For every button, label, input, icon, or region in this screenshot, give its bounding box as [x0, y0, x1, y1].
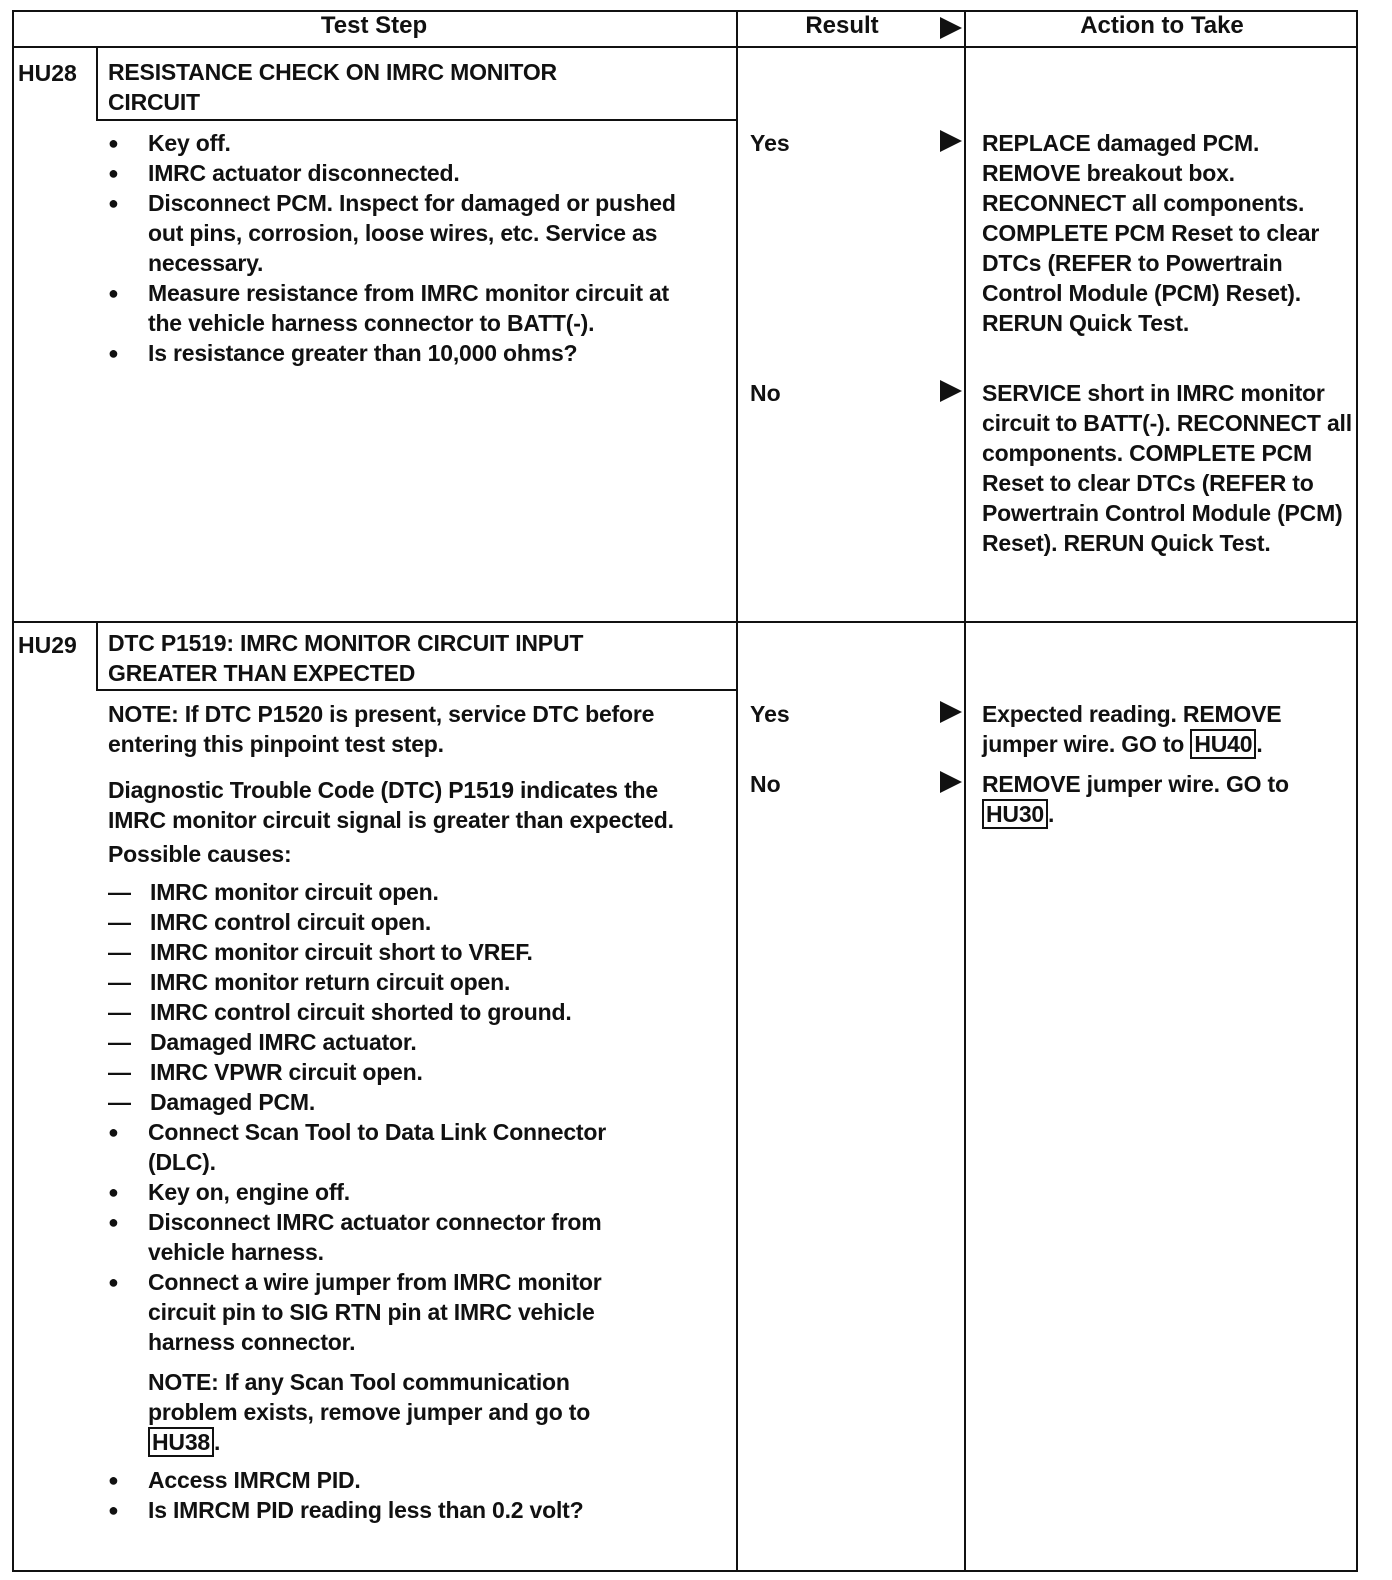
- list-item-question: ● Is IMRCM PID reading less than 0.2 volt?: [108, 1495, 708, 1525]
- step-title-hu28: RESISTANCE CHECK ON IMRC MONITOR CIRCUIT: [108, 59, 557, 115]
- list-item-question: ● Is resistance greater than 10,000 ohms?: [108, 338, 708, 368]
- hu28-result-yes: Yes: [750, 130, 790, 156]
- result-arrow-icon: [940, 130, 962, 152]
- hu28-action-yes: REPLACE damaged PCM. REMOVE breakout box. RECONNECT all components. COMPLETE PCM Reset to clear DTCs (REFER to Powertrain Control Module (PCM) Reset). RERUN Quick Test.: [982, 130, 1320, 336]
- header-test-step: Test Step: [320, 12, 428, 39]
- hu29-note: NOTE: If DTC P1520 is present, service DTC before entering this pinpoint test step.: [108, 701, 655, 757]
- result-arrow-icon: [940, 380, 962, 402]
- result-arrow-icon: [940, 701, 962, 723]
- hu29-causes-list: [108, 877, 708, 1117]
- hu28-body: [108, 128, 708, 368]
- header-arrow-icon: [940, 17, 962, 39]
- link-hu38[interactable]: HU38: [148, 1427, 214, 1457]
- hu29-description: Diagnostic Trouble Code (DTC) P1519 indicates the IMRC monitor circuit signal is greater than expected.: [108, 777, 674, 833]
- hu29-body: [108, 699, 708, 1525]
- hu29-bullet-list-a: [108, 1117, 648, 1357]
- header-action: Action to Take: [1080, 12, 1244, 39]
- step-id-hu28: HU28: [18, 60, 77, 86]
- step-title-hu29: DTC P1519: IMRC MONITOR CIRCUIT INPUT GREATER THAN EXPECTED: [108, 630, 584, 686]
- hu28-action-no: SERVICE short in IMRC monitor circuit to BATT(-). RECONNECT all components. COMPLETE PCM Reset to clear DTCs (REFER to Powertrain Control Module (PCM) Reset). RERUN Quick Test.: [982, 380, 1352, 556]
- list-item: — IMRC monitor circuit short to VREF.: [108, 937, 708, 967]
- list-item: — IMRC monitor circuit open.: [108, 877, 708, 907]
- hu29-result-yes: Yes: [750, 701, 790, 727]
- list-item: — Damaged PCM.: [108, 1087, 708, 1117]
- list-item: ● Disconnect IMRC actuator connector from vehicle harness.: [108, 1207, 648, 1267]
- hu28-result-no: No: [750, 380, 781, 406]
- hu28-title-rule: [96, 119, 736, 121]
- step-id-hu29: HU29: [18, 632, 77, 658]
- list-item: ● Key on, engine off.: [108, 1177, 648, 1207]
- result-arrow-icon: [940, 771, 962, 793]
- list-item: ● Access IMRCM PID.: [108, 1465, 708, 1495]
- hu29-result-no: No: [750, 771, 781, 797]
- hu29-action-yes: Expected reading. REMOVE jumper wire. GO to HU40 .: [982, 701, 1282, 757]
- header-result: Result: [805, 12, 879, 39]
- list-item: — IMRC control circuit shorted to ground.: [108, 997, 708, 1027]
- list-item: ● Key off.: [108, 128, 708, 158]
- id-divider-hu28: [96, 47, 98, 120]
- hu29-title-rule: [96, 689, 736, 691]
- hu29-scan-note: NOTE: If any Scan Tool communication problem exists, remove jumper and go to HU38 .: [148, 1369, 591, 1455]
- hu28-bottom-rule: [12, 621, 1358, 623]
- list-item: ● Disconnect PCM. Inspect for damaged or pushed out pins, corrosion, loose wires, etc. Service as necessary.: [108, 188, 708, 278]
- link-hu30[interactable]: HU30: [982, 799, 1048, 829]
- link-hu40[interactable]: HU40: [1190, 729, 1256, 759]
- list-item: ● IMRC actuator disconnected.: [108, 158, 708, 188]
- list-item: — IMRC monitor return circuit open.: [108, 967, 708, 997]
- list-item: — IMRC control circuit open.: [108, 907, 708, 937]
- hu28-bullet-list: [108, 128, 708, 368]
- list-item: ● Connect a wire jumper from IMRC monitor circuit pin to SIG RTN pin at IMRC vehicle harness connector.: [108, 1267, 648, 1357]
- list-item: ● Connect Scan Tool to Data Link Connector (DLC).: [108, 1117, 648, 1177]
- hu29-action-no: REMOVE jumper wire. GO to HU30 .: [982, 771, 1289, 827]
- list-item: — Damaged IMRC actuator.: [108, 1027, 708, 1057]
- id-divider-hu29: [96, 622, 98, 690]
- hu29-bullet-list-b: [108, 1465, 708, 1525]
- col-divider-action: [964, 10, 966, 1572]
- col-divider-result: [736, 10, 738, 1572]
- list-item: ● Measure resistance from IMRC monitor circuit at the vehicle harness connector to BATT(-).: [108, 278, 708, 338]
- hu29-causes-label: Possible causes:: [108, 841, 292, 867]
- header-rule: [12, 46, 1358, 48]
- list-item: — IMRC VPWR circuit open.: [108, 1057, 708, 1087]
